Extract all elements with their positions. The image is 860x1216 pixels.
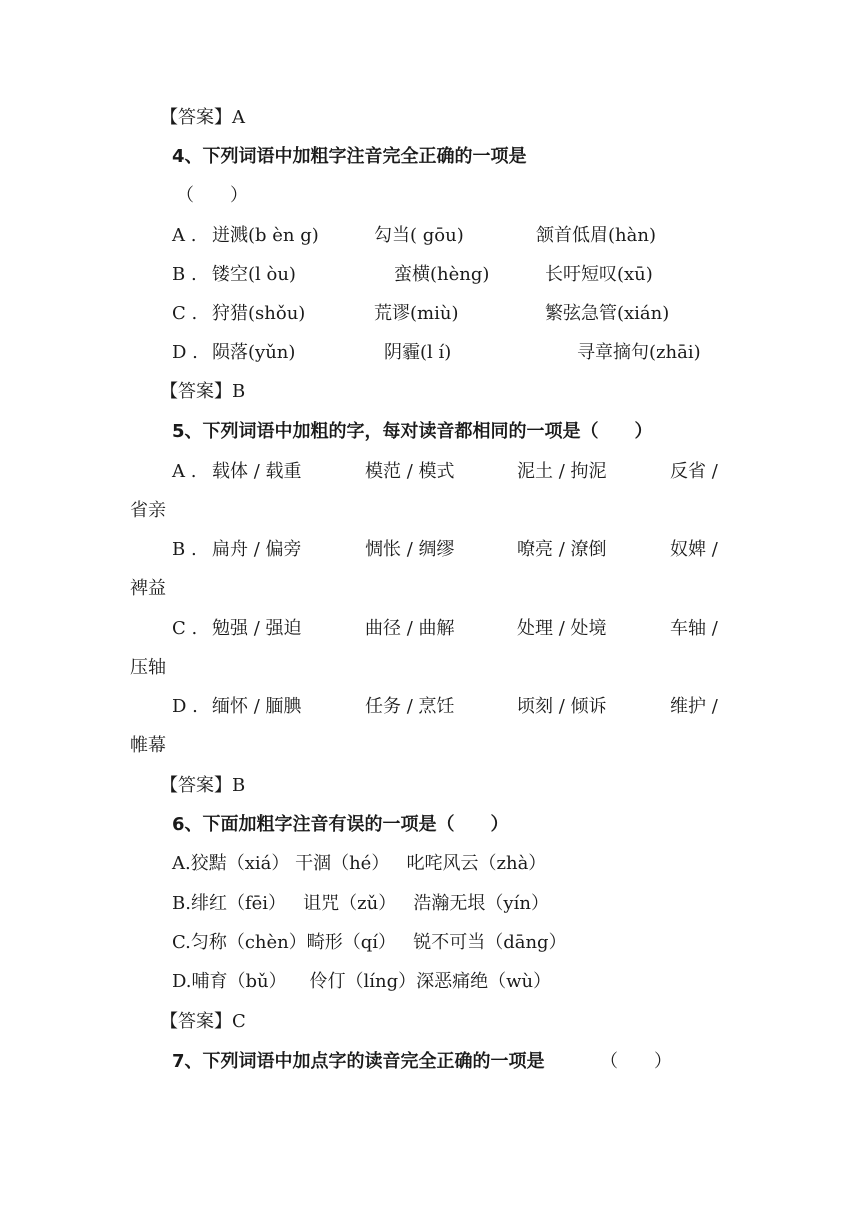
option-word: 处理 / 处境 <box>517 618 607 639</box>
option-word: 车轴 / <box>670 618 718 639</box>
question-5-title: 5、下列词语中加粗的字，每对读音都相同的一项是（ ） <box>172 421 653 442</box>
option-word: 曲径 / 曲解 <box>365 618 455 639</box>
option-word: 蛮横(hèng) <box>394 264 490 285</box>
option-word-wrap: 裨益 <box>130 578 166 599</box>
answer-q4 <box>160 380 245 404</box>
option-word: 荒谬(miù) <box>374 303 459 324</box>
answer-q6 <box>160 1010 246 1034</box>
option-word: 长吁短叹(xū) <box>545 264 653 285</box>
option-word: 惆怅 / 绸缪 <box>365 539 455 560</box>
answer-value: B <box>232 775 246 796</box>
option-letter: D . <box>172 696 198 717</box>
option-word: 颔首低眉(hàn) <box>536 225 656 246</box>
answer-value: B <box>232 381 246 402</box>
question-6-title: 6、下面加粗字注音有误的一项是（ ） <box>172 814 509 835</box>
option-word: 阴霾(l í) <box>384 342 452 363</box>
answer-q5 <box>160 774 245 798</box>
answer-label: 【答案】 <box>160 775 232 796</box>
option-word: 勾当( gōu) <box>374 225 464 246</box>
option-word: 缅怀 / 腼腆 <box>212 696 302 717</box>
option-word: 模范 / 模式 <box>365 461 455 482</box>
option-word: 寻章摘句(zhāi) <box>577 342 701 363</box>
option-word: 迸溅(b èn g) <box>212 225 319 246</box>
question-6-option-d: D.哺育（bǔ） 伶仃（líng）深恶痛绝（wù） <box>172 971 552 992</box>
option-word: 维护 / <box>670 696 718 717</box>
question-6-option-c: C.匀称（chèn）畸形（qí） 锐不可当（dāng） <box>172 932 567 953</box>
option-word-wrap: 压轴 <box>130 657 166 678</box>
answer-value: A <box>232 107 245 128</box>
option-word: 泥土 / 拘泥 <box>517 461 607 482</box>
question-6-option-a: A.狡黠（xiá） 干涸（hé） 叱咤风云（zhà） <box>172 853 547 874</box>
option-word: 勉强 / 强迫 <box>212 618 302 639</box>
answer-label: 【答案】 <box>160 1011 232 1032</box>
answer-label: 【答案】 <box>160 107 232 128</box>
option-letter: D . <box>172 342 198 363</box>
answer-value: C <box>232 1011 246 1032</box>
option-word: 任务 / 烹饪 <box>365 696 455 717</box>
option-word: 顷刻 / 倾诉 <box>517 696 607 717</box>
option-letter: A . <box>172 461 197 482</box>
option-letter: C . <box>172 618 198 639</box>
question-4-paren: （ ） <box>176 185 248 206</box>
question-7-title: 7、下列词语中加点字的读音完全正确的一项是 <box>172 1051 545 1072</box>
option-word: 奴婢 / <box>670 539 718 560</box>
option-letter: B . <box>172 539 197 560</box>
option-word-wrap: 省亲 <box>130 500 166 521</box>
question-4-title: 4、下列词语中加粗字注音完全正确的一项是 <box>172 146 527 167</box>
question-7-paren: （ ） <box>600 1051 672 1072</box>
question-6-option-b: B.绯红（fēi） 诅咒（zǔ） 浩瀚无垠（yín） <box>172 893 549 914</box>
option-word: 狩猎(shǒu) <box>212 303 306 324</box>
option-letter: A . <box>172 225 197 246</box>
answer-q3 <box>160 106 245 130</box>
option-word: 嘹亮 / 潦倒 <box>517 539 607 560</box>
option-word: 扁舟 / 偏旁 <box>212 539 302 560</box>
option-word: 反省 / <box>670 461 718 482</box>
option-word: 陨落(yǔn) <box>212 342 296 363</box>
option-letter: B . <box>172 264 197 285</box>
option-letter: C . <box>172 303 198 324</box>
option-word: 载体 / 载重 <box>212 461 302 482</box>
option-word-wrap: 帷幕 <box>130 735 166 756</box>
option-word: 繁弦急管(xián) <box>545 303 670 324</box>
option-word: 镂空(l òu) <box>212 264 296 285</box>
answer-label: 【答案】 <box>160 381 232 402</box>
